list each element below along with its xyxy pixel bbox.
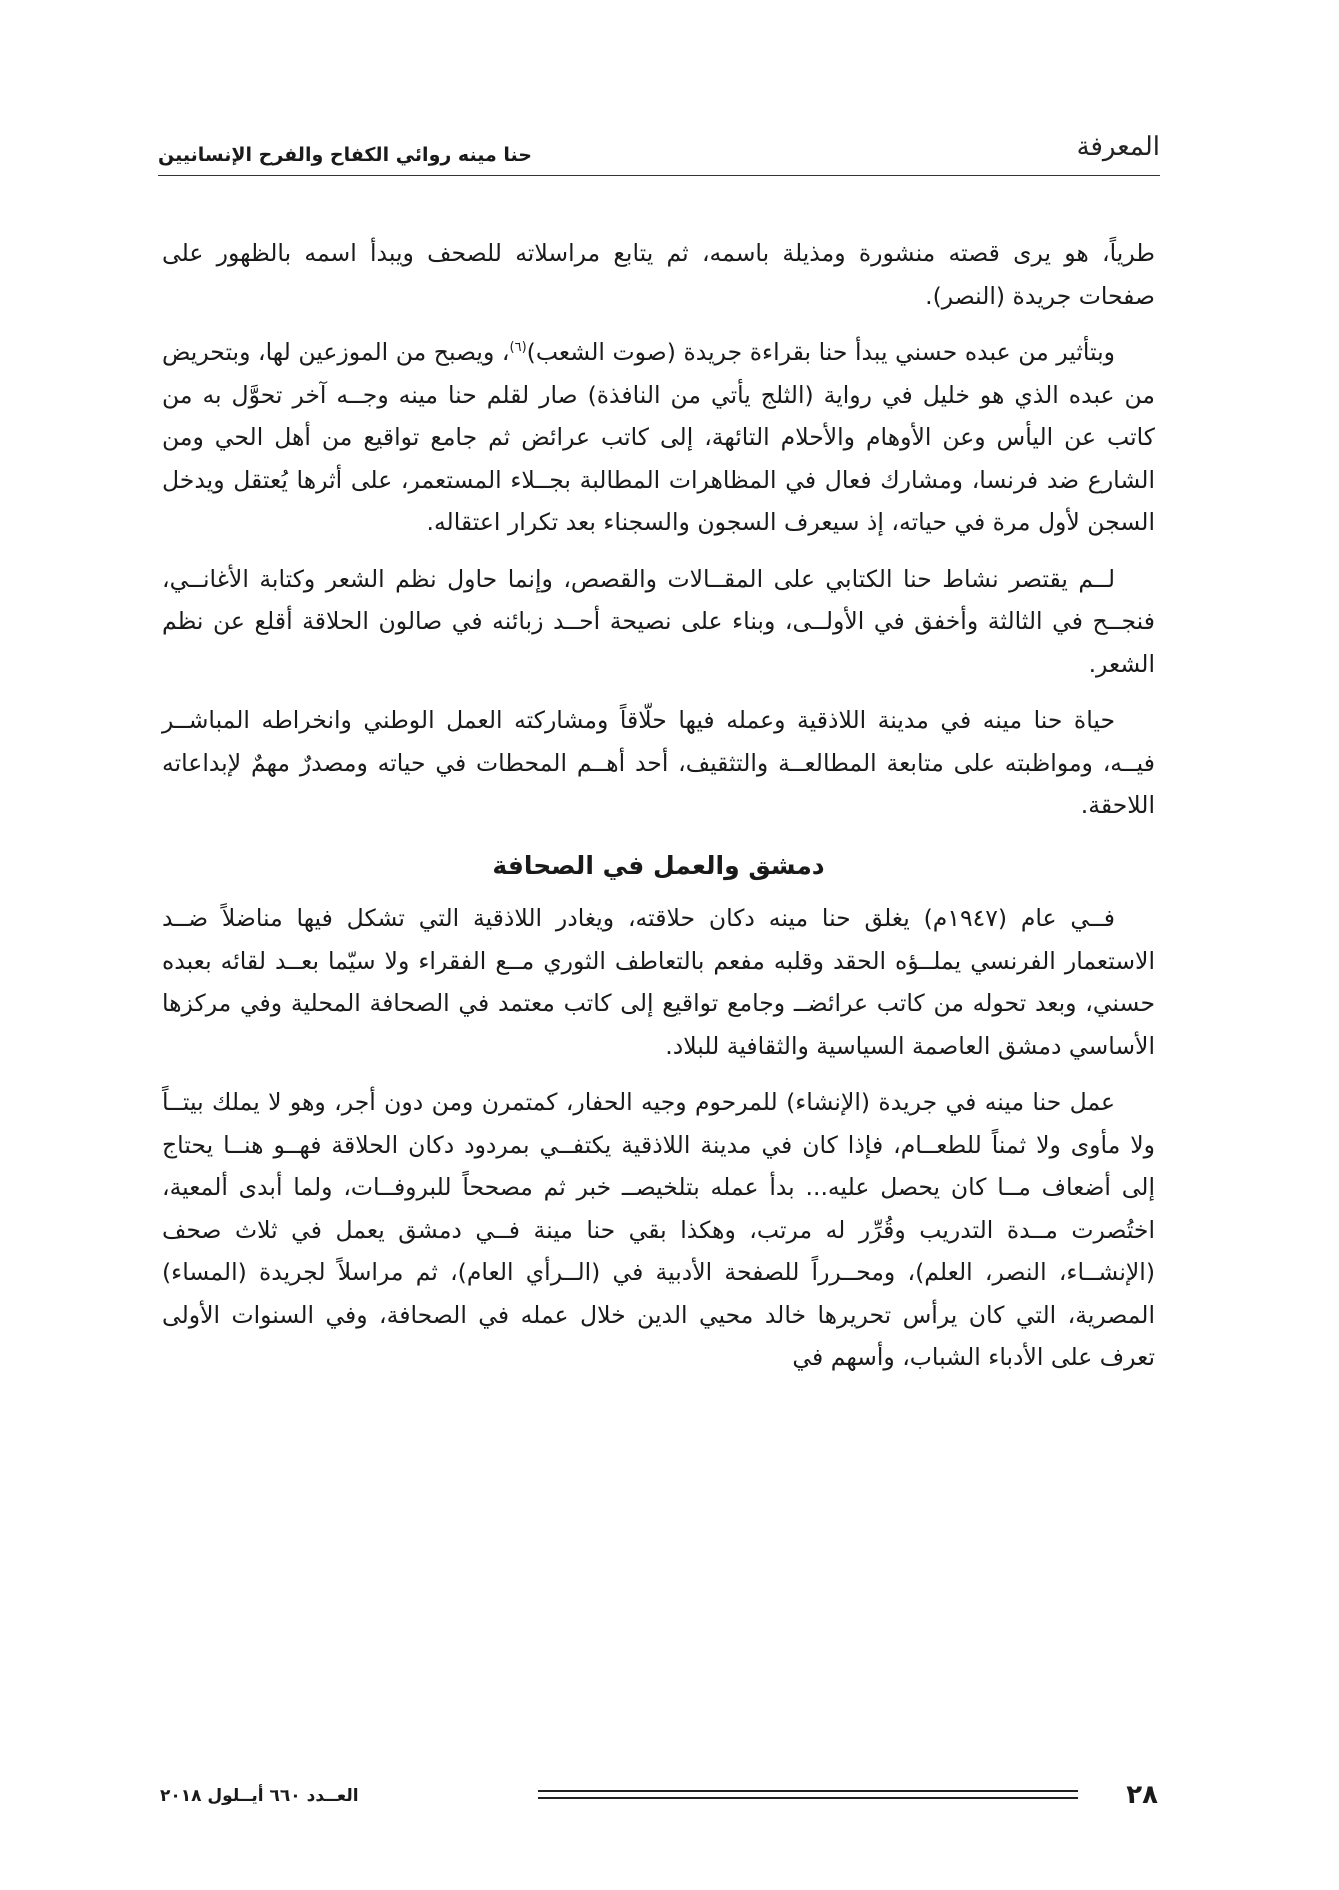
paragraph: لــم يقتصر نشاط حنا الكتابي على المقــالات والقصص، وإنما حاول نظم الشعر وكتابة الأغانــي، فنجــح في الثالثة وأخفق في الأولــى، وبناء على نصيحة أحــد زبائنه في صالون الحلاقة أقلع عن نظم الشعر. [162, 564, 1155, 678]
running-title: حنا مينه روائي الكفاح والفرح الإنسانيين [158, 144, 532, 166]
section-heading: دمشق والعمل في الصحافة [492, 850, 825, 880]
paragraph [162, 331, 1155, 544]
magazine-logo: المعرفة [1076, 132, 1160, 162]
page-footer [160, 1780, 1158, 1820]
page-number: ٢٨ [1126, 1780, 1158, 1810]
paragraph: فــي عام (١٩٤٧م) يغلق حنا مينه دكان حلاقته، ويغادر اللاذقية التي تشكل فيها مناضلاً ضــد الاستعمار الفرنسي يملــؤه الحقد وقلبه مفعم بالتعاطف الثوري مــع الفقراء ولا سيّما بعــد لقائه بعبده حسني، وبعد تحوله من كاتب عرائضــ وجامع تواقيع إلى كاتب معتمد في الصحافة المحلية وفي مركزها الأساسي دمشق العاصمة السياسية والثقافية للبلاد. [162, 904, 1155, 1060]
footer-rule [538, 1790, 1078, 1804]
paragraph-text: ، ويصبح من الموزعين لها، وبتحريض من عبده الذي هو خليل في رواية (الثلج يأتي من النافذة) صار لقلم حنا مينه وجــه آخر تحوَّل به من كاتب عن اليأس وعن الأوهام والأحلام التائهة، إلى كاتب عرائض ثم جامع تواقيع من أهل الحي ومن الشارع ضد فرنسا، ومشارك فعال في المظاهرات المطالبة بجــلاء المستعمر، على أثرها يُعتقل ويدخل السجن لأول مرة في حياته، إذ سيعرف السجون والسجناء بعد تكرار اعتقاله. [162, 338, 1155, 536]
paragraph: طرياً، هو يرى قصته منشورة ومذيلة باسمه، ثم يتابع مراسلاته للصحف ويبدأ اسمه بالظهور على صفحات جريدة (النصر). [162, 239, 1155, 310]
paragraph: حياة حنا مينه في مدينة اللاذقية وعمله فيها حلّاقاً ومشاركته العمل الوطني وانخراطه المباشــر فيــه، ومواظبته على متابعة المطالعــة والتثقيف، أحد أهــم المحطات في حياته ومصدرٌ مهمٌ لإبداعاته اللاحقة. [162, 706, 1155, 819]
paragraph: عمل حنا مينه في جريدة (الإنشاء) للمرحوم وجيه الحفار، كمتمرن ومن دون أجر، وهو لا يملك بيتــاً ولا مأوى ولا ثمناً للطعــام، فإذا كان في مدينة اللاذقية يكتفــي بمردود دكان الحلاقة فهــو هنــا يحتاج إلى أضعاف مــا كان يحصل عليه... بدأ عمله بتلخيصــ خبر ثم مصححاً للبروفــات، ولما أبدى ألمعية، اختُصرت مــدة التدريب وقُرِّر له مرتب، وهكذا بقي حنا مينة فــي دمشق يعمل في ثلاث صحف (الإنشــاء، النصر، العلم)، ومحــرراً للصفحة الأدبية في (الــرأي العام)، ثم مراسلاً لجريدة (المساء) المصرية، التي كان يرأس تحريرها خالد محيي الدين خلال عمله في الصحافة، وفي السنوات الأولى تعرف على الأدباء الشباب، وأسهم في [162, 1088, 1155, 1371]
page-header [158, 128, 1160, 172]
paragraph-text: وبتأثير من عبده حسني يبدأ حنا بقراءة جريدة (صوت الشعب) [526, 338, 1115, 366]
header-rule [158, 175, 1160, 176]
footnote-ref: (٦) [509, 340, 527, 356]
article-body [162, 232, 1155, 1393]
issue-info: العــدد ٦٦٠ أيــلول ٢٠١٨ [160, 1786, 359, 1806]
